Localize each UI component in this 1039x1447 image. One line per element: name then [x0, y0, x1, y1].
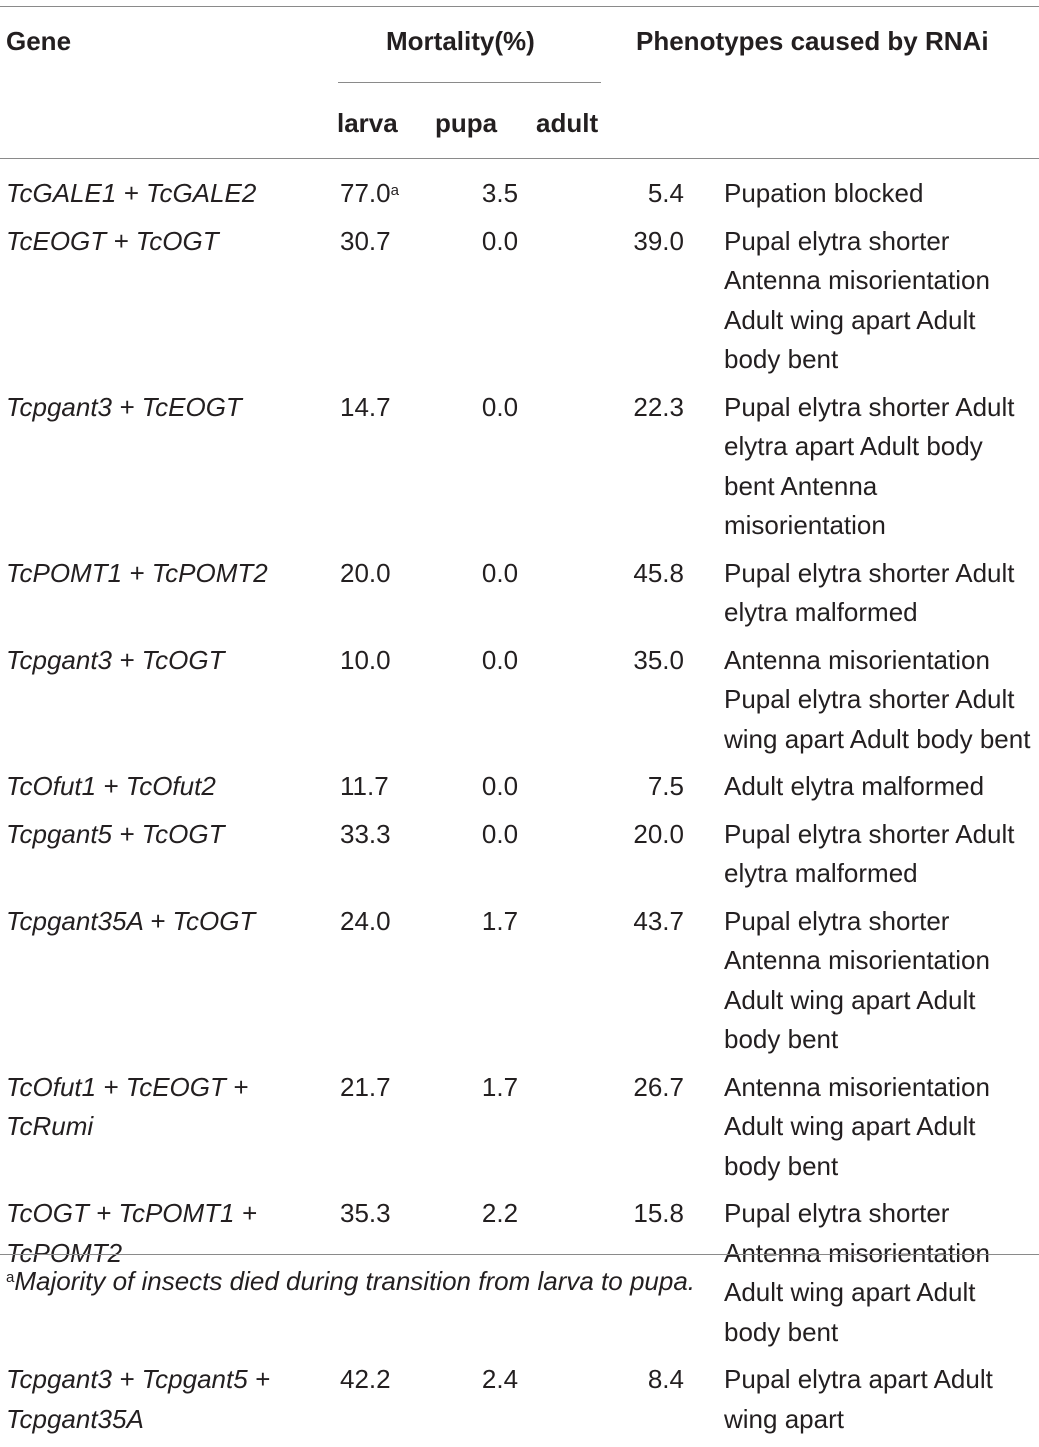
phenotype-cell-text: Pupal elytra shorter Adult elytra apart Adult body bent Antenna misorientation — [724, 391, 1015, 540]
phenotype-cell-text: Pupation blocked — [724, 178, 924, 208]
phenotype-cell — [724, 222, 1039, 388]
larva-cell-text: 42.2 — [340, 1364, 391, 1394]
adult-cell-text: 43.7 — [633, 905, 684, 936]
gene-cell — [0, 388, 340, 554]
pupa-cell — [440, 1068, 560, 1195]
larva-cell-text: 35.3 — [340, 1198, 391, 1228]
table-row — [0, 222, 1039, 388]
pupa-cell — [440, 222, 560, 388]
header-adult: adult — [536, 108, 599, 138]
table-row — [0, 815, 1039, 902]
larva-cell-text: 10.0 — [340, 644, 391, 675]
gene-cell — [0, 222, 340, 388]
phenotype-cell — [724, 388, 1039, 554]
gene-cell-text: Tcpgant3 + Tcpgant5 + Tcpgant35A — [6, 1364, 271, 1434]
adult-cell — [560, 815, 724, 902]
pupa-cell-text: 0.0 — [481, 225, 519, 256]
larva-cell — [340, 170, 440, 222]
pupa-cell-text: 2.4 — [481, 1364, 519, 1394]
larva-cell-text: 33.3 — [340, 818, 391, 849]
larva-cell-text: 24.0 — [340, 905, 391, 936]
phenotype-cell-text: Pupal elytra shorter Antenna misorientation Adult wing apart Adult body bent — [724, 225, 990, 374]
adult-cell-text: 8.4 — [647, 1364, 684, 1394]
adult-cell — [560, 222, 724, 388]
adult-cell — [560, 554, 724, 641]
gene-cell — [0, 1068, 340, 1195]
table-row — [0, 1068, 1039, 1195]
table-row — [0, 767, 1039, 815]
table-row — [0, 554, 1039, 641]
phenotype-cell — [724, 767, 1039, 815]
table-row — [0, 641, 1039, 768]
adult-cell — [560, 1068, 724, 1195]
gene-cell — [0, 1360, 340, 1447]
larva-cell-text: 11.7 — [340, 771, 389, 801]
pupa-cell — [440, 641, 560, 768]
gene-cell-text: TcOfut1 + TcOfut2 — [6, 771, 216, 801]
larva-cell — [340, 767, 440, 815]
pupa-cell-text: 0.0 — [481, 818, 519, 849]
mortality-underline — [338, 82, 601, 83]
adult-cell-text: 26.7 — [633, 1071, 684, 1102]
gene-cell-text: Tcpgant35A + TcOGT — [6, 905, 256, 936]
header-phenotypes: Phenotypes caused by RNAi — [636, 26, 989, 56]
adult-cell-text: 39.0 — [633, 225, 684, 256]
adult-cell-text: 45.8 — [633, 557, 684, 588]
adult-cell — [560, 1360, 724, 1447]
table-row — [0, 902, 1039, 1068]
larva-cell — [340, 902, 440, 1068]
adult-cell — [560, 641, 724, 768]
adult-cell-text: 7.5 — [647, 771, 684, 801]
adult-cell — [560, 767, 724, 815]
adult-cell-text: 5.4 — [647, 178, 684, 208]
gene-cell — [0, 767, 340, 815]
gene-cell-text: TcPOMT1 + TcPOMT2 — [6, 557, 268, 588]
pupa-cell — [440, 815, 560, 902]
pupa-cell-text: 3.5 — [481, 178, 519, 208]
phenotype-cell-text: Pupal elytra shorter Antenna misorientation Adult wing apart Adult body bent — [724, 905, 990, 1054]
adult-cell — [560, 902, 724, 1068]
gene-cell-text: TcEOGT + TcOGT — [6, 225, 219, 256]
phenotype-cell-text: Antenna misorientation Adult wing apart Adult body bent — [724, 1071, 990, 1181]
adult-cell-text: 15.8 — [633, 1198, 684, 1228]
data-table — [0, 170, 1039, 1447]
table-row — [0, 1360, 1039, 1447]
phenotype-cell-text: Antenna misorientation Pupal elytra shorter Adult wing apart Adult body bent — [724, 644, 1031, 754]
phenotype-cell-text: Pupal elytra shorter Antenna misorientation Adult wing apart Adult body bent — [724, 1198, 990, 1347]
pupa-cell-text: 1.7 — [481, 1071, 519, 1102]
adult-cell — [560, 388, 724, 554]
gene-cell-text: TcOfut1 + TcEOGT + TcRumi — [6, 1071, 249, 1141]
table-bottom-rule — [0, 1254, 1039, 1255]
table-row — [0, 170, 1039, 222]
larva-cell — [340, 554, 440, 641]
larva-cell-text: 21.7 — [340, 1071, 391, 1102]
pupa-cell-text: 1.7 — [481, 905, 519, 936]
adult-cell-text: 20.0 — [633, 818, 684, 849]
larva-cell — [340, 1360, 440, 1447]
adult-cell — [560, 170, 724, 222]
larva-cell-text: 77.0 — [340, 178, 391, 208]
larva-cell-text: 30.7 — [340, 225, 391, 256]
gene-cell-text: Tcpgant5 + TcOGT — [6, 818, 225, 849]
gene-cell — [0, 641, 340, 768]
larva-cell — [340, 641, 440, 768]
pupa-cell — [440, 1360, 560, 1447]
footnote — [6, 1265, 695, 1297]
phenotype-cell — [724, 1194, 1039, 1360]
table-top-rule — [0, 6, 1039, 7]
pupa-cell — [440, 902, 560, 1068]
gene-cell-text: TcGALE1 + TcGALE2 — [6, 178, 257, 208]
header-mortality: Mortality(%) — [386, 26, 535, 56]
phenotype-cell — [724, 815, 1039, 902]
larva-cell — [340, 815, 440, 902]
pupa-cell-text: 0.0 — [481, 391, 519, 422]
larva-cell-text: 14.7 — [340, 391, 391, 422]
adult-cell-text: 22.3 — [633, 391, 684, 422]
gene-cell — [0, 815, 340, 902]
phenotype-cell — [724, 170, 1039, 222]
pupa-cell — [440, 554, 560, 641]
table-row — [0, 388, 1039, 554]
pupa-cell — [440, 170, 560, 222]
larva-cell — [340, 222, 440, 388]
larva-cell — [340, 1068, 440, 1195]
footnote-ref: a — [390, 182, 399, 199]
header-pupa: pupa — [435, 108, 498, 138]
table-body — [0, 170, 1039, 1447]
header-larva: larva — [337, 108, 398, 138]
adult-cell-text: 35.0 — [633, 644, 684, 675]
header-bottom-rule — [0, 158, 1039, 159]
phenotype-cell — [724, 902, 1039, 1068]
header-gene: Gene — [6, 26, 72, 56]
pupa-cell — [440, 388, 560, 554]
phenotype-cell — [724, 1068, 1039, 1195]
pupa-cell — [440, 767, 560, 815]
phenotype-cell — [724, 1360, 1039, 1447]
footnote-text: Majority of insects died during transition from larva to pupa. — [14, 1266, 696, 1296]
gene-cell-text: Tcpgant3 + TcOGT — [6, 644, 225, 675]
phenotype-cell-text: Pupal elytra shorter Adult elytra malformed — [724, 557, 1015, 627]
phenotype-cell-text: Pupal elytra apart Adult wing apart — [724, 1364, 993, 1434]
gene-cell — [0, 170, 340, 222]
gene-cell-text: TcOGT + TcPOMT1 + TcPOMT2 — [6, 1198, 257, 1268]
phenotype-cell-text: Adult elytra malformed — [724, 771, 985, 801]
pupa-cell-text: 2.2 — [481, 1198, 519, 1228]
larva-cell — [340, 388, 440, 554]
larva-cell-text: 20.0 — [340, 557, 391, 588]
phenotype-cell — [724, 641, 1039, 768]
pupa-cell-text: 0.0 — [481, 644, 519, 675]
pupa-cell-text: 0.0 — [481, 771, 519, 801]
gene-cell — [0, 554, 340, 641]
phenotype-cell-text: Pupal elytra shorter Adult elytra malformed — [724, 818, 1015, 888]
gene-cell — [0, 902, 340, 1068]
pupa-cell-text: 0.0 — [481, 557, 519, 588]
gene-cell-text: Tcpgant3 + TcEOGT — [6, 391, 242, 422]
footnote-marker: a — [6, 1269, 15, 1286]
phenotype-cell — [724, 554, 1039, 641]
